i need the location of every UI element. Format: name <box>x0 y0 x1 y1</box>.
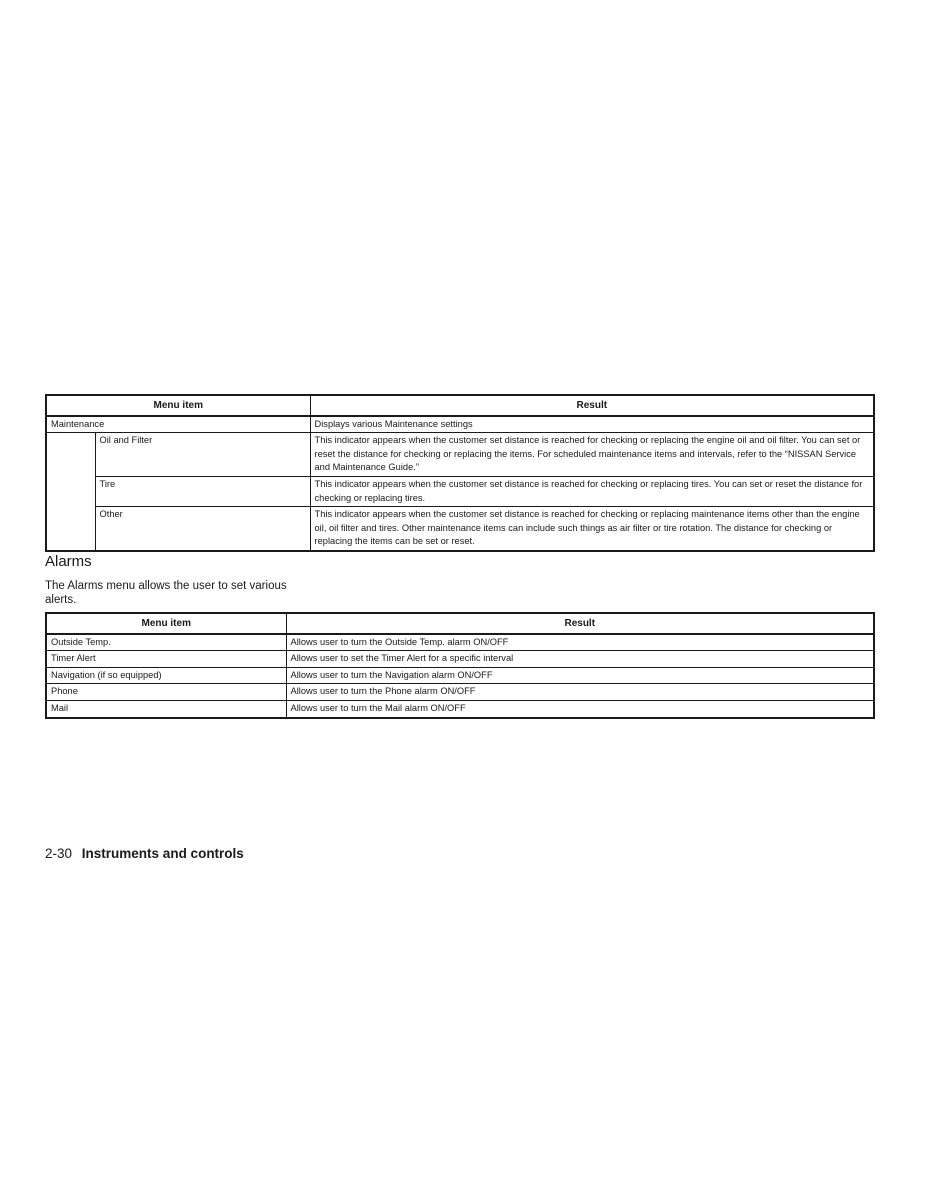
table-row <box>46 634 874 651</box>
table-row <box>46 507 874 551</box>
result-cell: Displays various Maintenance settings <box>310 416 874 433</box>
table-row <box>46 433 874 477</box>
table-header-row <box>46 613 874 634</box>
table-row <box>46 476 874 506</box>
page-number: 2-30 <box>45 846 73 861</box>
table-row <box>46 667 874 684</box>
table-row <box>46 700 874 717</box>
indent-cell <box>46 433 95 551</box>
alarms-table <box>45 612 875 719</box>
result-cell: Allows user to turn the Outside Temp. alarm ON/OFF <box>286 634 874 651</box>
section-title: Instruments and controls <box>81 846 244 861</box>
menu-item-cell: Oil and Filter <box>95 433 310 477</box>
menu-item-cell: Timer Alert <box>46 651 286 668</box>
menu-item-cell: Tire <box>95 476 310 506</box>
result-cell: This indicator appears when the customer set distance is reached for checking or replacing maintenance items other than the engine oil, oil filter and tires. Other maintenance items can include such things as air filter or tire rotation. The distance for checking or replacing the items can be set or reset. <box>310 507 874 551</box>
column-header-menu-item: Menu item <box>46 395 310 416</box>
section-heading: Alarms <box>45 553 92 570</box>
table-row <box>46 416 874 433</box>
table-row <box>46 684 874 701</box>
menu-item-cell: Maintenance <box>46 416 310 433</box>
result-cell: Allows user to turn the Mail alarm ON/OFF <box>286 700 874 717</box>
result-cell: Allows user to set the Timer Alert for a specific interval <box>286 651 874 668</box>
menu-item-cell: Navigation (if so equipped) <box>46 667 286 684</box>
table-header-row <box>46 395 874 416</box>
menu-item-cell: Phone <box>46 684 286 701</box>
menu-item-cell: Other <box>95 507 310 551</box>
table-row <box>46 651 874 668</box>
result-cell: This indicator appears when the customer set distance is reached for checking or replacing the engine oil and oil filter. You can set or reset the distance for checking or replacing the items. For scheduled maintenance items and intervals, refer to the “NISSAN Service and Maintenance Guide.” <box>310 433 874 477</box>
column-header-result: Result <box>310 395 874 416</box>
menu-item-cell: Outside Temp. <box>46 634 286 651</box>
column-header-result: Result <box>286 613 874 634</box>
result-cell: Allows user to turn the Phone alarm ON/OFF <box>286 684 874 701</box>
maintenance-table <box>45 394 875 552</box>
menu-item-cell: Mail <box>46 700 286 717</box>
page-footer <box>45 846 244 861</box>
result-cell: This indicator appears when the customer set distance is reached for checking or replacing tires. You can set or reset the distance for checking or replacing tires. <box>310 476 874 506</box>
column-header-menu-item: Menu item <box>46 613 286 634</box>
result-cell: Allows user to turn the Navigation alarm ON/OFF <box>286 667 874 684</box>
section-intro: The Alarms menu allows the user to set various alerts. <box>45 580 287 606</box>
